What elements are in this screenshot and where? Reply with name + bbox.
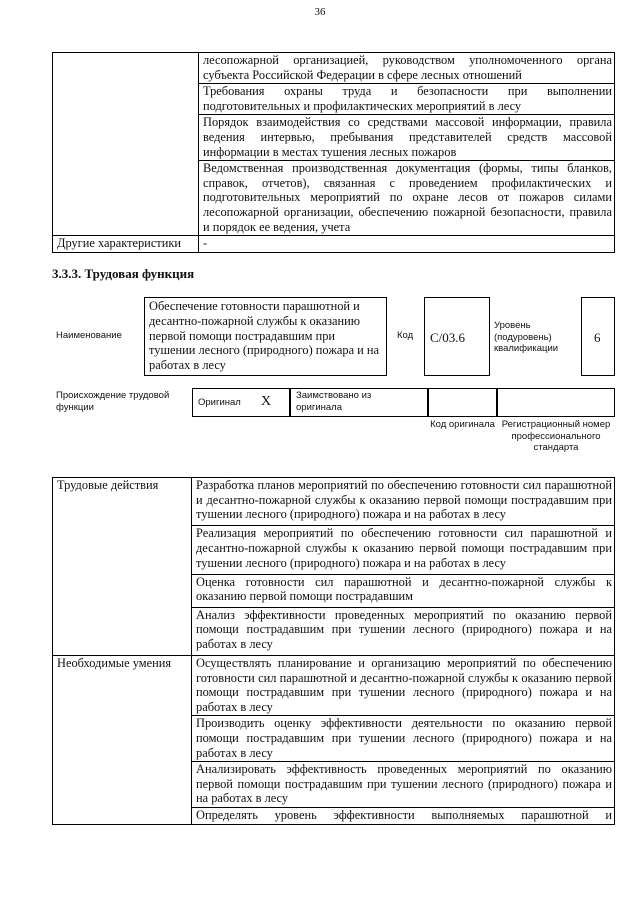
skill-row: Определять уровень эффективности выполняемых парашютной и	[192, 807, 615, 824]
original-mark: Х	[261, 394, 272, 409]
labor-action-row: Анализ эффективности проведенных мероприятий по оказанию первой помощи пострадавшим при тушении лесного (природного) пожара и на работах в лесу	[192, 607, 615, 655]
original-label: Оригинал	[198, 397, 241, 408]
knowledge-row: Ведомственная производственная документация (формы, типы бланков, справок, отчетов), связанная с проведением профилактических и подготовительных мероприятий по охране лесов от пожаров силами лесопожарной организации, обеспечению пожарной безопасности, правила и порядок ее ведения, учета	[199, 161, 615, 236]
reg-number-box	[497, 388, 615, 417]
page-number: 36	[314, 6, 326, 18]
name-label: Наименование	[56, 330, 122, 341]
function-name-box: Обеспечение готовности парашютной и десантно-пожарной службы к оказанию первой помощи пострадавшим при тушении лесного (природного) пожара и на работах в лесу	[144, 297, 387, 376]
code-value: С/03.6	[430, 330, 466, 345]
skill-row: Производить оценку эффективности деятельности по оказанию первой помощи пострадавшим при тушении лесного (природного) пожара и на работах в лесу	[192, 716, 615, 762]
skills-label: Необходимые умения	[53, 656, 192, 825]
knowledge-table	[52, 52, 615, 253]
knowledge-row: лесопожарной организацией, руководством уполномоченного органа субъекта Российской Федерации в сфере лесных отношений	[199, 53, 615, 84]
labor-action-row: Разработка планов мероприятий по обеспечению готовности сил парашютной и десантно-пожарной службы к оказанию первой помощи пострадавшим при тушении лесного (природного) пожара и на работах в лесу	[192, 478, 615, 526]
section-heading: 3.3.3. Трудовая функция	[52, 266, 195, 281]
labor-actions-label: Трудовые действия	[53, 478, 192, 656]
reg-number-label: Регистрационный номер профессионального стандарта	[501, 419, 611, 453]
borrowed-label: Заимствовано из оригинала	[296, 390, 372, 413]
code-original-label: Код оригинала	[430, 419, 495, 430]
skill-row: Осуществлять планирование и организацию мероприятий по обеспечению готовности сил парашютной и десантно-пожарной службы к оказанию первой помощи пострадавшим при тушении лесного (природного) пожара и на работах в лесу	[192, 656, 615, 716]
code-label: Код	[397, 330, 414, 341]
labor-action-row: Реализация мероприятий по обеспечению готовности сил парашютной и десантно-пожарной службы к оказанию первой помощи пострадавшим при тушении лесного (природного) пожара и на работах в лесу	[192, 526, 615, 574]
origin-label: Происхождение трудовой функции	[56, 390, 170, 413]
code-original-box	[428, 388, 497, 417]
knowledge-row: Порядок взаимодействия со средствами массовой информации, правила ведения интервью, пребывания представителей средств массовой информации в местах тушения лесных пожаров	[199, 115, 615, 161]
level-label: Уровень (подуровень) квалификации	[494, 320, 559, 354]
labor-action-row: Оценка готовности сил парашютной и десантно-пожарной службы к оказанию первой помощи пострадавшим	[192, 574, 615, 607]
skill-row: Анализировать эффективность проведенных мероприятий по оказанию первой помощи пострадавшим при тушении лесного (природного) пожара и на работах в лесу	[192, 762, 615, 808]
knowledge-label-cell	[53, 53, 199, 236]
other-characteristics-value: -	[199, 236, 615, 253]
knowledge-row: Требования охраны труда и безопасности при выполнении подготовительных и профилактических мероприятий в лесу	[199, 84, 615, 115]
labor-function-table	[52, 477, 615, 825]
other-characteristics-label: Другие характеристики	[53, 236, 199, 253]
level-value: 6	[594, 330, 601, 345]
